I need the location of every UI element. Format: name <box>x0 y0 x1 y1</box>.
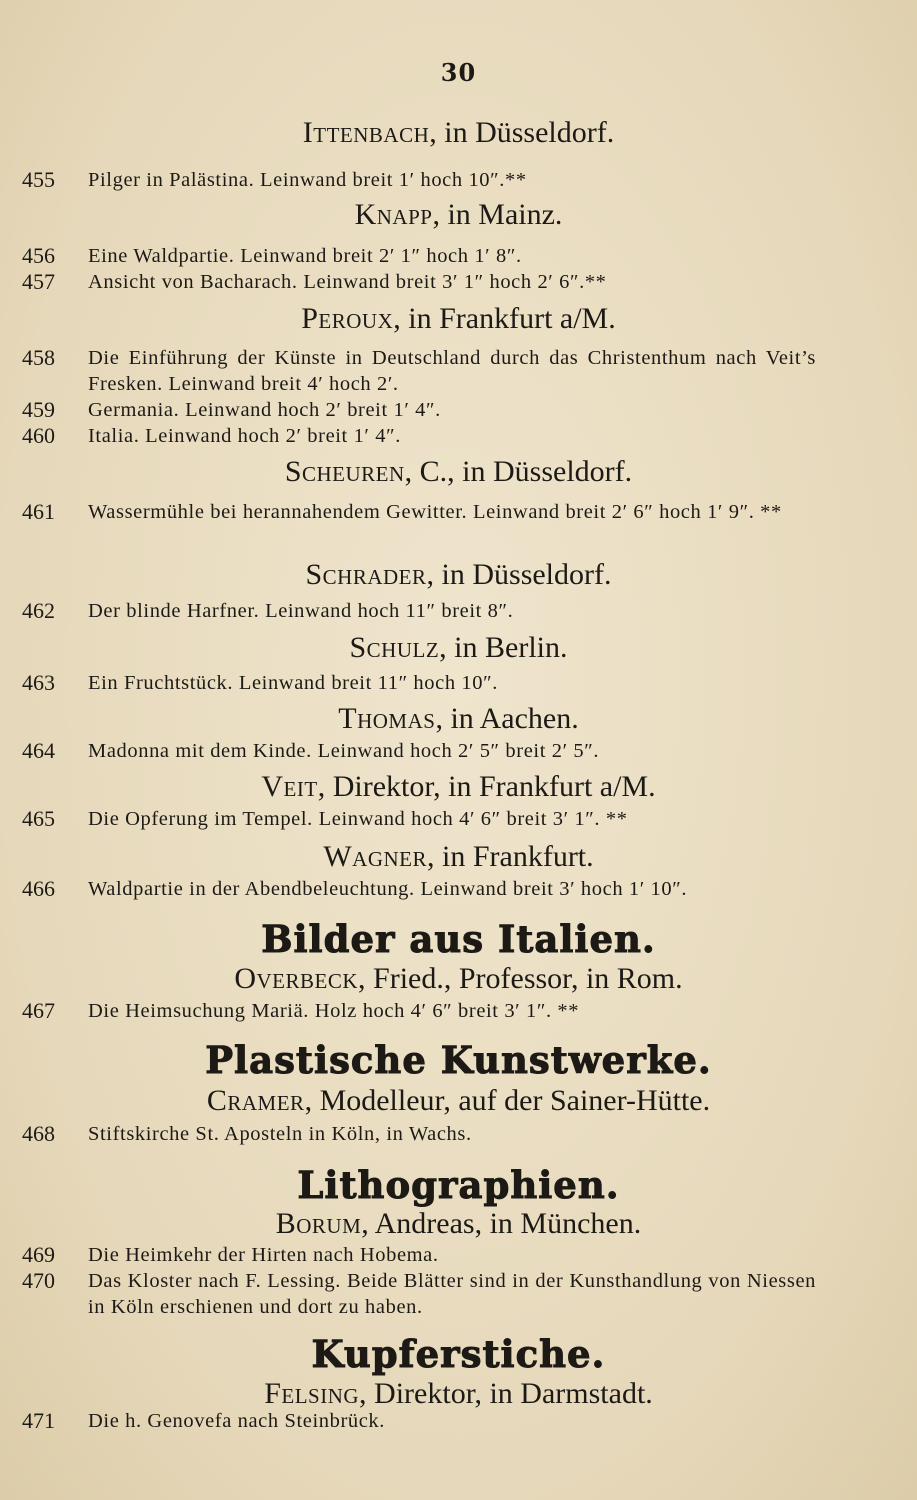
artist-name: Cramer <box>206 1084 305 1117</box>
artist-name: Schulz <box>349 631 440 664</box>
item-description: Das Kloster nach F. Lessing. Beide Blätter sind in der Kunsthandlung von Niessen in Köln erschienen und dort zu haben. <box>88 1270 816 1318</box>
artist-name: Wagner <box>323 840 427 873</box>
artist-name: Borum <box>275 1207 362 1240</box>
artist-name: Thomas <box>338 702 436 735</box>
item-number: 461 <box>22 499 55 524</box>
item-description: Madonna mit dem Kinde. Leinwand hoch 2′ 5″ breit 2′ 5″. <box>88 740 600 762</box>
item-description: Die Opferung im Tempel. Leinwand hoch 4′ 6″ breit 3′ 1″. ** <box>88 808 628 830</box>
artist-location: , in Frankfurt a/M. <box>393 302 616 335</box>
page-number: 30 <box>440 58 477 87</box>
artist-heading-knapp <box>0 198 917 232</box>
item-number: 462 <box>22 598 55 623</box>
item-description: Eine Waldpartie. Leinwand breit 2′ 1″ hoch 1′ 8″. <box>88 245 522 267</box>
artist-heading-veit <box>0 770 917 804</box>
artist-heading-borum <box>0 1207 917 1241</box>
item-number: 464 <box>22 738 55 763</box>
artist-name: Schrader <box>305 558 427 591</box>
item-description: Germania. Leinwand hoch 2′ breit 1′ 4″. <box>88 399 441 421</box>
item-number: 466 <box>22 876 55 901</box>
item-number: 456 <box>22 243 55 268</box>
item-number: 465 <box>22 806 55 831</box>
section-heading-bilder-aus-italien: Bilder aus Italien. <box>261 917 656 961</box>
artist-name: Ittenbach <box>302 116 430 149</box>
artist-name: Veit <box>261 770 318 803</box>
artist-name: Peroux <box>301 302 394 335</box>
item-description: Pilger in Palästina. Leinwand breit 1′ hoch 10″.** <box>88 169 527 191</box>
item-description: Die Heimkehr der Hirten nach Hobema. <box>88 1244 439 1266</box>
artist-location: , Direktor, in Darmstadt. <box>359 1377 653 1410</box>
item-description: Der blinde Harfner. Leinwand hoch 11″ breit 8″. <box>88 600 514 622</box>
artist-heading-scheuren <box>0 455 917 489</box>
artist-location: , in Düsseldorf. <box>429 116 615 149</box>
artist-heading-peroux <box>0 302 917 336</box>
artist-heading-schrader <box>0 558 917 592</box>
item-description: Die Einführung der Künste in Deutschland durch das Christenthum nach Veit’s Fresken. Leinwand breit 4′ hoch 2′. <box>88 347 816 395</box>
item-number: 470 <box>22 1268 55 1293</box>
artist-heading-felsing <box>0 1377 917 1411</box>
artist-heading-wagner <box>0 840 917 874</box>
item-description: Ansicht von Bacharach. Leinwand breit 3′ 1″ hoch 2′ 6″.** <box>88 271 607 293</box>
item-number: 463 <box>22 670 55 695</box>
artist-name: Overbeck <box>234 962 359 995</box>
section-heading-kupferstiche: Kupferstiche. <box>311 1332 606 1376</box>
section-heading-plastische-kunstwerke: Plastische Kunstwerke. <box>205 1038 712 1082</box>
artist-location: , in Düsseldorf. <box>426 558 612 591</box>
artist-heading-overbeck <box>0 962 917 996</box>
item-number: 459 <box>22 397 55 422</box>
item-number: 455 <box>22 167 55 192</box>
artist-name: Scheuren <box>284 455 405 488</box>
artist-name: Felsing <box>264 1377 360 1410</box>
artist-location: , in Frankfurt. <box>427 840 594 873</box>
item-number: 467 <box>22 998 55 1023</box>
artist-location: , C., in Düsseldorf. <box>404 455 633 488</box>
item-description: Stiftskirche St. Aposteln in Köln, in Wachs. <box>88 1123 472 1145</box>
item-description: Die h. Genovefa nach Steinbrück. <box>88 1410 385 1432</box>
item-number: 458 <box>22 345 55 370</box>
item-description: Ein Fruchtstück. Leinwand breit 11″ hoch 10″. <box>88 672 498 694</box>
artist-location: , in Aachen. <box>435 702 579 735</box>
item-description: Waldpartie in der Abendbeleuchtung. Leinwand breit 3′ hoch 1′ 10″. <box>88 878 688 900</box>
artist-heading-cramer <box>0 1084 917 1118</box>
item-number: 471 <box>22 1408 55 1433</box>
item-number: 457 <box>22 269 55 294</box>
artist-heading-thomas <box>0 702 917 736</box>
item-number: 469 <box>22 1242 55 1267</box>
artist-location: , Modelleur, auf der Sainer-Hütte. <box>304 1084 711 1117</box>
item-description: Wassermühle bei herannahendem Gewitter. Leinwand breit 2′ 6″ hoch 1′ 9″. ** <box>88 501 782 523</box>
item-description: Die Heimsuchung Mariä. Holz hoch 4′ 6″ breit 3′ 1″. ** <box>88 1000 580 1022</box>
artist-location: , Andreas, in München. <box>361 1207 642 1240</box>
section-heading-lithographien: Lithographien. <box>297 1163 620 1207</box>
artist-location: , in Berlin. <box>439 631 568 664</box>
artist-heading-ittenbach <box>0 116 917 150</box>
artist-location: , Direktor, in Frankfurt a/M. <box>317 770 656 803</box>
artist-location: , in Mainz. <box>432 198 563 231</box>
artist-heading-schulz <box>0 631 917 665</box>
artist-name: Knapp <box>354 198 433 231</box>
artist-location: , Fried., Professor, in Rom. <box>358 962 683 995</box>
item-number: 460 <box>22 423 55 448</box>
item-number: 468 <box>22 1121 55 1146</box>
item-description: Italia. Leinwand hoch 2′ breit 1′ 4″. <box>88 425 401 447</box>
